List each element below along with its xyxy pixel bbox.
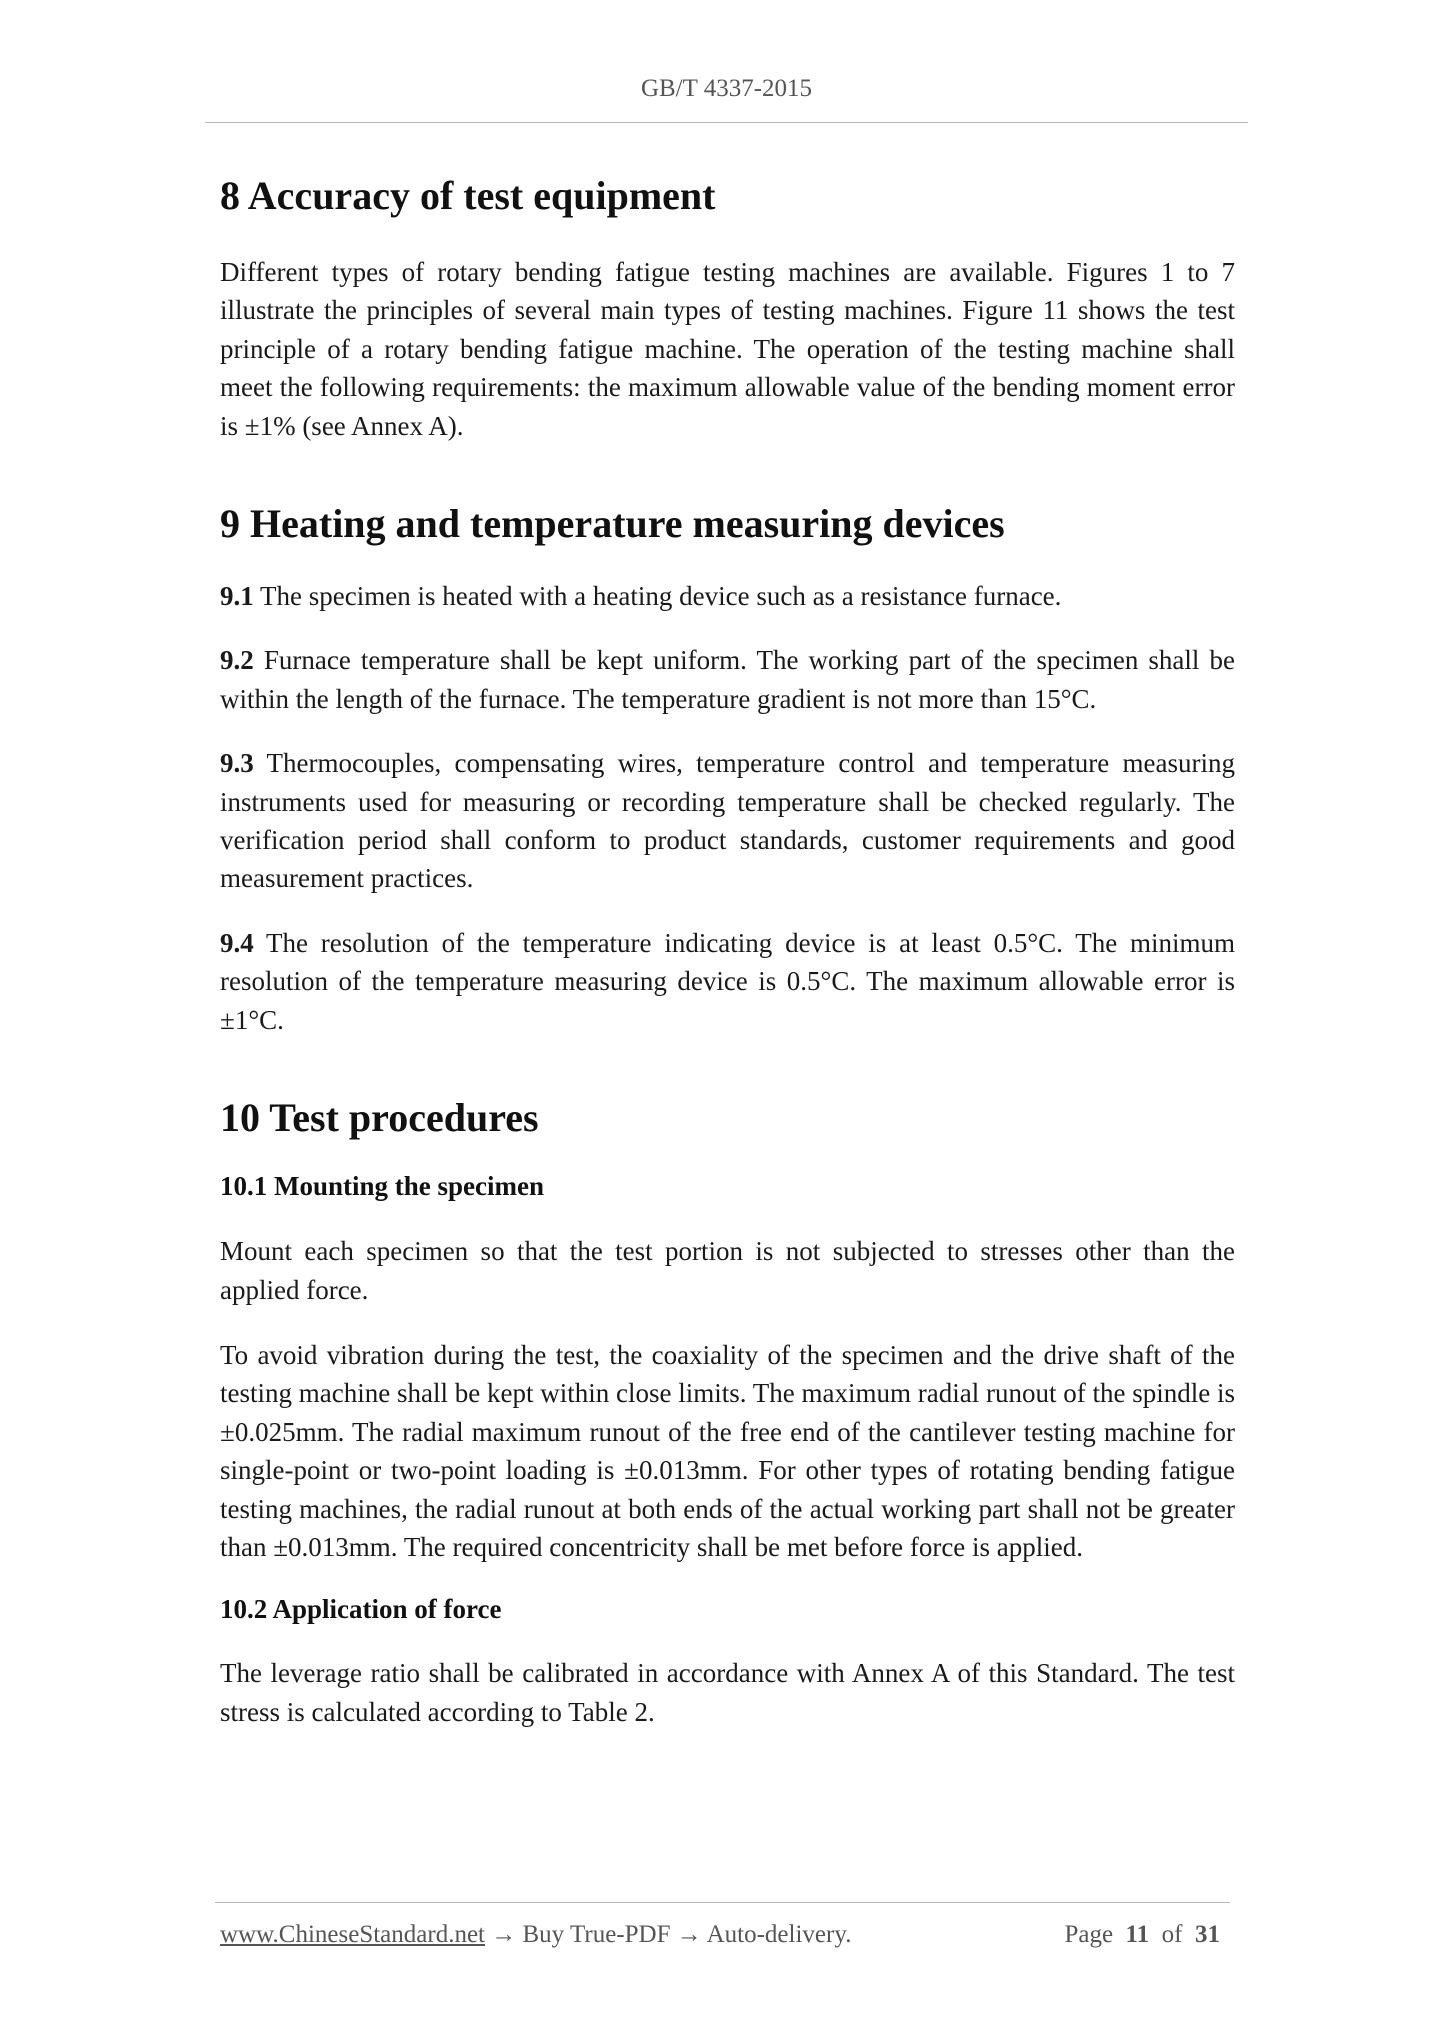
subsection-10-1-title: 10.1 Mounting the specimen — [220, 1171, 544, 1202]
clause-9-3-text: Thermocouples, compensating wires, temperature control and temperature measuring instruments used for measuring or recording temperature shall be checked regularly. The verification period shall conform to product standards, customer requirements and good measurement practices. — [220, 748, 1235, 894]
clause-9-2-number: 9.2 — [220, 645, 254, 676]
auto-delivery-text: Auto-delivery. — [706, 1921, 852, 1948]
arrow-right-icon: → — [670, 1921, 707, 1948]
page-number — [1064, 1918, 1220, 1952]
subsection-10-1-paragraph-2: To avoid vibration during the test, the coaxiality of the specimen and the drive shaft of the testing machine shall be kept within close limits. The maximum radial runout of the spindle is ±0.025mm. The radial maximum runout of the free end of the cantilever testing machine for single-point or two-point loading is ±0.013mm. For other types of rotating bending fatigue testing machines, the radial runout at both ends of the actual working part shall not be greater than ±0.013mm. The required concentricity shall be met before force is applied. — [220, 1339, 1235, 1562]
clause-9-1-number: 9.1 — [220, 581, 254, 612]
subsection-10-2-paragraph-1: The leverage ratio shall be calibrated in accordance with Annex A of this Standard. The test stress is calculated according to Table 2. — [220, 1658, 1235, 1727]
clause-9-3 — [220, 744, 1235, 898]
footer-promo — [220, 1918, 851, 1952]
section-9-title: 9 Heating and temperature measuring devices — [220, 501, 1005, 547]
section-8-title: 8 Accuracy of test equipment — [220, 173, 716, 218]
clause-9-4 — [220, 924, 1235, 1039]
total-pages: 31 — [1195, 1921, 1220, 1948]
page-content — [220, 168, 1235, 1731]
clause-9-2 — [220, 641, 1235, 718]
page-label: Page — [1064, 1921, 1114, 1948]
subsection-10-2-title: 10.2 Application of force — [220, 1594, 502, 1625]
clause-9-4-number: 9.4 — [220, 927, 254, 958]
clause-9-2-text: Furnace temperature shall be kept uniform. The working part of the specimen shall be within the length of the furnace. The temperature gradient is not more than 15°C. — [220, 645, 1235, 714]
section-8-paragraph: Different types of rotary bending fatigue testing machines are available. Figures 1 to 7 illustrate the principles of several main types of testing machines. Figure 11 shows the test principle of a rotary bending fatigue machine. The operation of the testing machine shall meet the following requirements: the maximum allowable value of the bending moment error is ±1% (see Annex A). — [220, 257, 1235, 441]
page-header — [205, 72, 1248, 123]
arrow-right-icon: → — [485, 1921, 523, 1948]
clause-9-4-text: The resolution of the temperature indicating device is at least 0.5°C. The minimum resolution of the temperature measuring device is 0.5°C. The maximum allowable error is ±1°C. — [220, 927, 1235, 1035]
document-id: GB/T 4337-2015 — [640, 75, 813, 102]
buy-true-pdf-text: Buy True-PDF — [522, 1921, 671, 1948]
clause-9-1 — [220, 577, 1235, 615]
section-10-title: 10 Test procedures — [220, 1095, 539, 1141]
of-label: of — [1161, 1921, 1183, 1948]
clause-9-1-text: The specimen is heated with a heating device such as a resistance furnace. — [253, 581, 1062, 612]
website-link[interactable]: www.ChineseStandard.net — [220, 1921, 485, 1948]
current-page: 11 — [1125, 1921, 1150, 1948]
clause-9-3-number: 9.3 — [220, 748, 254, 779]
subsection-10-1-paragraph-1: Mount each specimen so that the test portion is not subjected to stresses other than the applied force. — [220, 1236, 1235, 1305]
footer-divider — [215, 1902, 1230, 1903]
